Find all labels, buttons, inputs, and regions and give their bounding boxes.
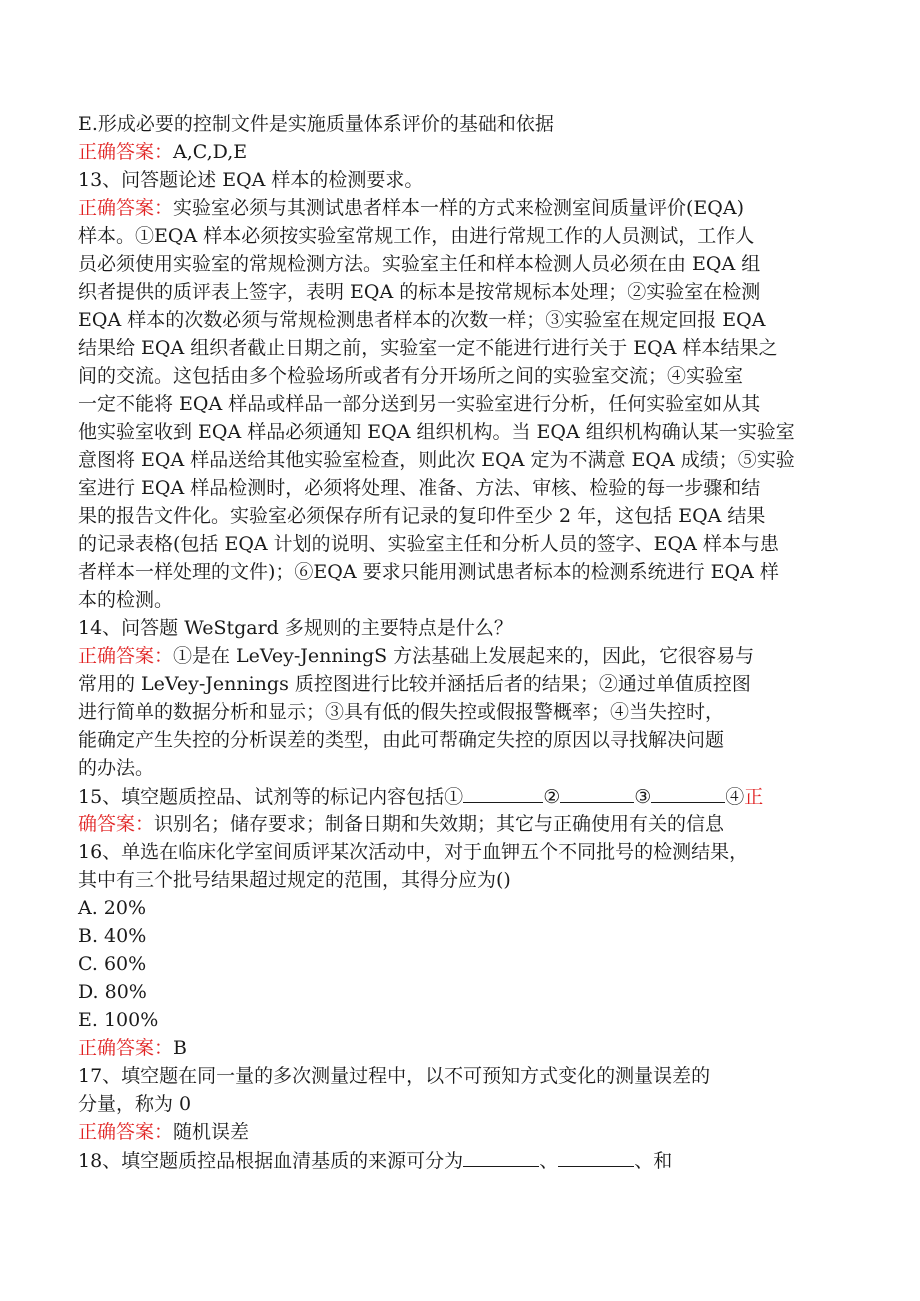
answer-label-part: 确答案： — [78, 813, 155, 835]
q13-answer-line: 室进行 EQA 样品检测时，必须将处理、准备、方法、审核、检验的每一步骤和结 — [78, 477, 761, 499]
q14-answer-line: 的办法。 — [78, 757, 155, 779]
q13-answer-line: 间的交流。这包括由多个检验场所或者有分开场所之间的实验室交流；④实验室 — [78, 365, 744, 387]
q13-answer-line: 本的检测。 — [78, 589, 174, 611]
q15-question — [78, 782, 846, 810]
q18-question-prefix: 18、填空题质控品根据血清基质的来源可分为 — [78, 1150, 464, 1172]
q15-mark-2: ② — [543, 786, 561, 808]
q13-answer-line: 意图将 EQA 样品送给其他实验室检查，则此次 EQA 定为不满意 EQA 成绩；⑤实验 — [78, 449, 795, 471]
q13-answer-line — [78, 194, 846, 222]
q13-answer-text: 实验室必须与其测试患者样本一样的方式来检测室间质量评价(EQA) — [173, 197, 745, 219]
q15-answer — [78, 810, 846, 838]
q15-mark-4: ④ — [725, 786, 745, 808]
q16-answer — [78, 1034, 846, 1062]
q16-question-line: 16、单选在临床化学室间质评某次活动中，对于血钾五个不同批号的检测结果， — [78, 841, 749, 863]
q12-option-e: E.形成必要的控制文件是实施质量体系评价的基础和依据 — [78, 113, 554, 135]
q14-answer-text: ①是在 LeVey-JenningS 方法基础上发展起来的，因此，它很容易与 — [173, 645, 755, 667]
q12-answer — [78, 138, 846, 166]
q13-answer-line: 一定不能将 EQA 样品或样品一部分送到另一实验室进行分析，任何实验室如从其 — [78, 393, 761, 415]
q16-option: A. 20% — [78, 897, 147, 919]
q16-option: C. 60% — [78, 953, 147, 975]
q13-answer-line: 员必须使用实验室的常规检测方法。实验室主任和样本检测人员必须在由 EQA 组 — [78, 253, 761, 275]
q13-answer-line: 他实验室收到 EQA 样品必须通知 EQA 组织机构。当 EQA 组织机构确认某一实验室 — [78, 421, 795, 443]
q12-answer-value: A,C,D,E — [173, 141, 248, 163]
q13-question: 13、问答题论述 EQA 样本的检测要求。 — [78, 169, 424, 191]
q15-question-prefix: 15、填空题质控品、试剂等的标记内容包括① — [78, 786, 464, 808]
q18-question — [78, 1146, 846, 1174]
fill-blank — [463, 782, 543, 803]
q17-answer-value: 随机误差 — [173, 1121, 250, 1143]
q16-option: E. 100% — [78, 1009, 159, 1031]
q13-answer-line: 织者提供的质评表上签字，表明 EQA 的标本是按常规标本处理；②实验室在检测 — [78, 281, 761, 303]
fill-blank — [560, 782, 634, 803]
q13-answer-line: 果的报告文件化。实验室必须保存所有记录的复印件至少 2 年，这包括 EQA 结果 — [78, 505, 766, 527]
q13-answer-line: 的记录表格(包括 EQA 计划的说明、实验室主任和分析人员的签字、EQA 样本与患 — [78, 533, 779, 555]
answer-label-part: 正 — [744, 786, 764, 808]
fill-blank — [558, 1146, 634, 1167]
answer-label: 正确答案： — [78, 1121, 174, 1143]
q17-answer — [78, 1118, 846, 1146]
q17-question-line: 17、填空题在同一量的多次测量过程中，以不可预知方式变化的测量误差的 — [78, 1065, 711, 1087]
q18-separator: 、 — [539, 1150, 559, 1172]
answer-label: 正确答案： — [78, 197, 174, 219]
q14-answer-line: 进行简单的数据分析和显示；③具有低的假失控或假报警概率；④当失控时， — [78, 701, 725, 723]
q15-mark-3: ③ — [634, 786, 652, 808]
q14-answer-line — [78, 642, 846, 670]
q13-answer-line: EQA 样本的次数必须与常规检测患者样本的次数一样；③实验室在规定回报 EQA — [78, 309, 766, 331]
fill-blank — [651, 782, 725, 803]
q13-answer-line: 样本。①EQA 样本必须按实验室常规工作，由进行常规工作的人员测试，工作人 — [78, 225, 755, 247]
q16-question-line: 其中有三个批号结果超过规定的范围，其得分应为() — [78, 869, 511, 891]
answer-label: 正确答案： — [78, 141, 174, 163]
q13-answer-line: 者样本一样处理的文件)；⑥EQA 要求只能用测试患者标本的检测系统进行 EQA 样 — [78, 561, 779, 583]
q15-answer-value: 识别名；储存要求；制备日期和失效期；其它与正确使用有关的信息 — [154, 813, 725, 835]
q14-answer-line: 常用的 LeVey-Jennings 质控图进行比较并涵括后者的结果；②通过单值质控图 — [78, 673, 751, 695]
q16-option: B. 40% — [78, 925, 147, 947]
q14-answer-line: 能确定产生失控的分析误差的类型，由此可帮确定失控的原因以寻找解决问题 — [78, 729, 725, 751]
q18-separator: 、和 — [634, 1150, 673, 1172]
q17-question-line: 分量，称为 0 — [78, 1093, 192, 1115]
q16-option: D. 80% — [78, 981, 147, 1003]
answer-label: 正确答案： — [78, 1037, 174, 1059]
q14-question: 14、问答题 WeStgard 多规则的主要特点是什么？ — [78, 617, 513, 639]
fill-blank — [463, 1146, 539, 1167]
q16-answer-value: B — [173, 1037, 187, 1059]
q13-answer-line: 结果给 EQA 组织者截止日期之前，实验室一定不能进行进行关于 EQA 样本结果之 — [78, 337, 778, 359]
answer-label: 正确答案： — [78, 645, 174, 667]
document-page — [78, 110, 846, 1174]
